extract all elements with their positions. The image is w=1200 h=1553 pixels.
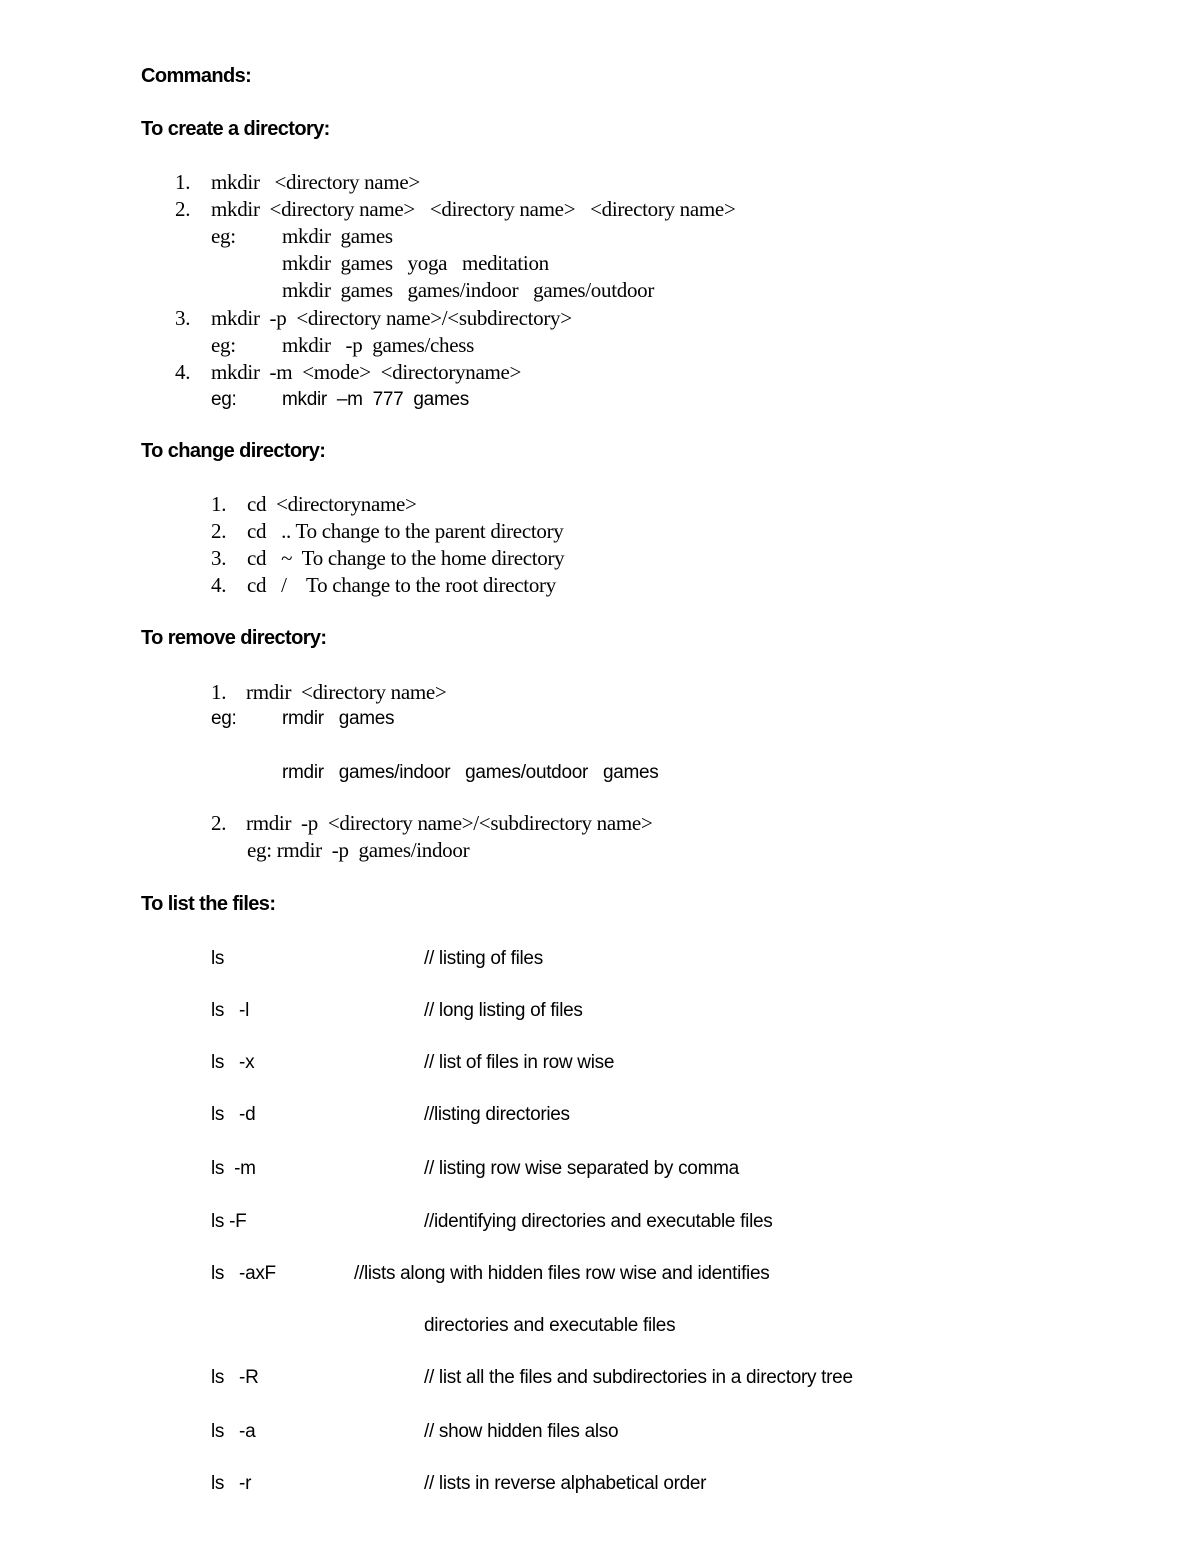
rmdir-command-2: rmdir -p <directory name>/<subdirectory name>	[246, 811, 653, 835]
ls-command: ls -m	[211, 1158, 256, 1179]
mkdir-command-3: mkdir -p <directory name>/<subdirectory>	[211, 306, 572, 330]
mkdir-command-1: mkdir <directory name>	[211, 170, 420, 194]
list-number: 1.	[211, 680, 227, 704]
ls-description: // list all the files and subdirectories in a directory tree	[424, 1367, 853, 1388]
list-number: 3.	[175, 306, 191, 330]
list-number: 2.	[211, 811, 227, 835]
ls-description: // listing row wise separated by comma	[424, 1158, 739, 1179]
mkdir-example: mkdir games yoga meditation	[282, 251, 549, 275]
ls-description: // lists in reverse alphabetical order	[424, 1473, 707, 1494]
list-number: 2.	[175, 197, 191, 221]
list-number: 4.	[175, 360, 191, 384]
heading-remove-directory: To remove directory:	[141, 627, 327, 649]
rmdir-example: eg: rmdir -p games/indoor	[247, 838, 470, 862]
mkdir-command-4: mkdir -m <mode> <directoryname>	[211, 360, 522, 384]
ls-description: //listing directories	[424, 1104, 570, 1125]
mkdir-example: mkdir games games/indoor games/outdoor	[282, 278, 655, 302]
ls-description: // listing of files	[424, 948, 543, 969]
ls-command: ls -axF	[211, 1263, 276, 1284]
list-number: 3.	[211, 546, 227, 570]
example-label: eg:	[211, 389, 237, 410]
example-label: eg:	[211, 224, 236, 248]
example-label: eg:	[211, 708, 237, 729]
ls-command: ls -F	[211, 1211, 247, 1232]
list-number: 2.	[211, 519, 227, 543]
mkdir-example: mkdir games	[282, 224, 393, 248]
cd-command-1: cd <directoryname>	[247, 492, 417, 516]
cd-command-4: cd / To change to the root directory	[247, 573, 556, 597]
ls-command: ls -r	[211, 1473, 252, 1494]
mkdir-example: mkdir -p games/chess	[282, 333, 474, 357]
ls-description: //lists along with hidden files row wise and identifies	[354, 1263, 770, 1284]
cd-command-3: cd ~ To change to the home directory	[247, 546, 565, 570]
rmdir-example: rmdir games	[282, 708, 395, 729]
rmdir-example: rmdir games/indoor games/outdoor games	[282, 762, 659, 783]
heading-change-directory: To change directory:	[141, 440, 326, 462]
heading-commands: Commands:	[141, 65, 252, 87]
list-number: 4.	[211, 573, 227, 597]
ls-description: // long listing of files	[424, 1000, 583, 1021]
mkdir-command-2: mkdir <directory name> <directory name> <directory name>	[211, 197, 736, 221]
ls-command: ls -a	[211, 1421, 256, 1442]
heading-create-directory: To create a directory:	[141, 118, 330, 140]
ls-command: ls -l	[211, 1000, 250, 1021]
cd-command-2: cd .. To change to the parent directory	[247, 519, 564, 543]
ls-command: ls -R	[211, 1367, 259, 1388]
ls-command: ls -x	[211, 1052, 255, 1073]
example-label: eg:	[211, 333, 236, 357]
ls-command: ls	[211, 948, 225, 969]
list-number: 1.	[211, 492, 227, 516]
rmdir-command-1: rmdir <directory name>	[246, 680, 447, 704]
mkdir-example: mkdir –m 777 games	[282, 389, 469, 410]
ls-description: //identifying directories and executable files	[424, 1211, 773, 1232]
heading-list-files: To list the files:	[141, 893, 276, 915]
ls-description: // list of files in row wise	[424, 1052, 615, 1073]
ls-description: // show hidden files also	[424, 1421, 619, 1442]
ls-description: directories and executable files	[424, 1315, 676, 1336]
ls-command: ls -d	[211, 1104, 256, 1125]
list-number: 1.	[175, 170, 191, 194]
